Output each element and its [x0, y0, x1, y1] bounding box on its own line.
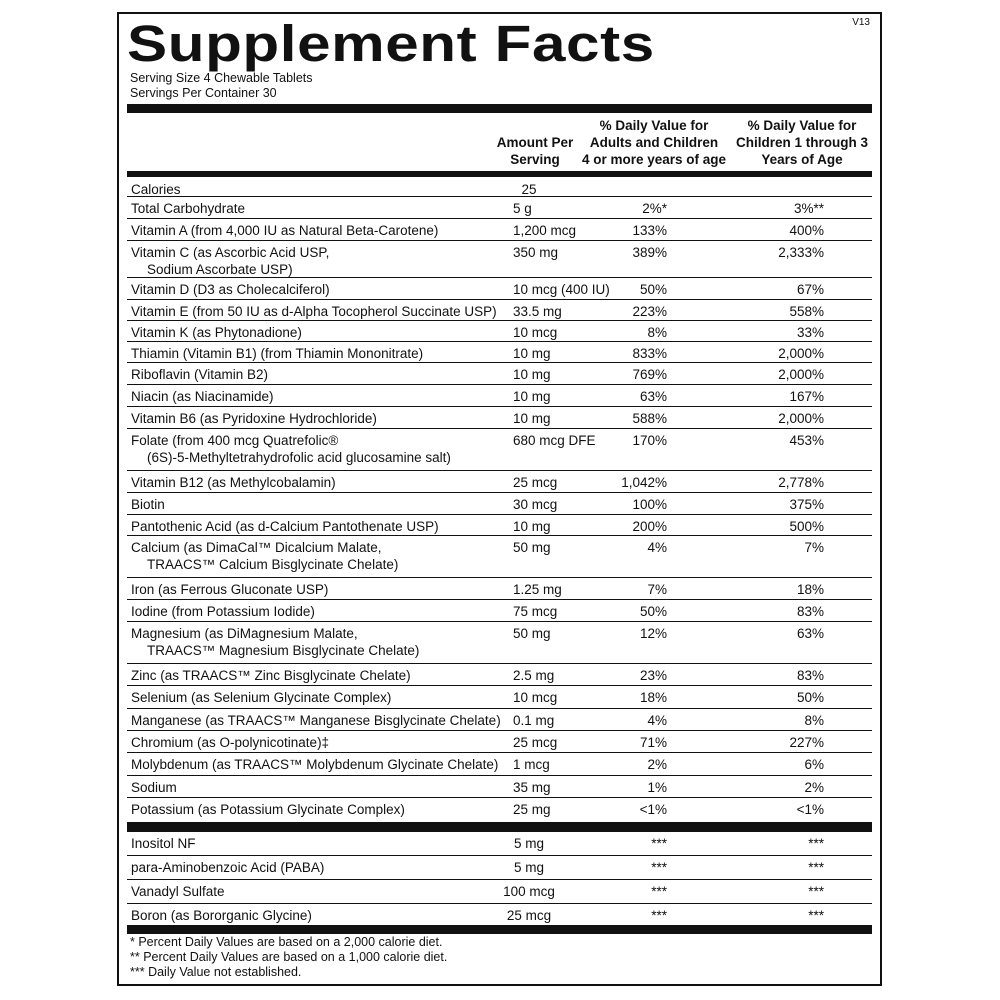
dv-children: 83%: [796, 668, 824, 683]
nutrient-name: Manganese (as TRAACS™ Manganese Bisglycinate Chelate): [131, 713, 501, 728]
dv-adults: 50%: [639, 604, 667, 619]
dv-children: 6%: [804, 757, 824, 772]
nutrient-name-continued: TRAACS™ Magnesium Bisglycinate Chelate): [147, 643, 420, 658]
dv-children: ***: [808, 860, 824, 875]
dv-adults: 2%*: [642, 201, 667, 216]
nutrient-name: Total Carbohydrate: [131, 201, 246, 216]
dv-adults: 8%: [647, 325, 667, 340]
dv-children: 67%: [796, 282, 824, 297]
dv-children: 167%: [789, 389, 824, 404]
dv-adults: 71%: [639, 735, 667, 750]
table-row: [127, 664, 872, 686]
dv-adults: ***: [651, 908, 667, 923]
dv-children: 33%: [796, 325, 824, 340]
amount-per-serving: 5 mg: [513, 836, 544, 851]
nutrient-name: Vitamin K (as Phytonadione): [131, 325, 302, 340]
dv-adults: 4%: [647, 713, 667, 728]
nutrient-name: Calcium (as DimaCal™ Dicalcium Malate,: [131, 540, 382, 555]
nutrient-name: Vitamin D (D3 as Cholecalciferol): [131, 282, 330, 297]
table-row: [127, 493, 872, 515]
table-row: [127, 342, 872, 363]
servings-per-container: Servings Per Container 30: [130, 86, 277, 100]
dv-adults: ***: [651, 860, 667, 875]
header-dv-adults-line: 4 or more years of age: [581, 152, 727, 167]
amount-per-serving: 5 g: [513, 201, 532, 216]
amount-per-serving: 25: [521, 182, 537, 197]
table-row: [127, 197, 872, 219]
amount-per-serving: 10 mcg: [513, 690, 558, 705]
dv-children: 2%: [804, 780, 824, 795]
dv-children: 83%: [796, 604, 824, 619]
dv-adults: ***: [651, 884, 667, 899]
amount-per-serving: 10 mcg (400 IU): [513, 282, 610, 297]
nutrient-name: Vanadyl Sulfate: [131, 884, 225, 899]
header-dv-children: [727, 117, 877, 168]
dv-adults: 1%: [647, 780, 667, 795]
amount-per-serving: 33.5 mg: [513, 304, 562, 319]
amount-per-serving: 10 mcg: [513, 325, 558, 340]
dv-children: 2,000%: [778, 367, 824, 382]
table-row: [127, 776, 872, 798]
amount-per-serving: 75 mcg: [513, 604, 558, 619]
table-row: [127, 321, 872, 342]
dv-adults: 23%: [639, 668, 667, 683]
nutrient-name: Selenium (as Selenium Glycinate Complex): [131, 690, 392, 705]
amount-per-serving: 100 mcg: [503, 884, 555, 899]
table-row: [127, 385, 872, 407]
nutrient-name: Iron (as Ferrous Gluconate USP): [131, 582, 329, 597]
header-amount-line: Serving: [510, 152, 560, 167]
amount-per-serving: 50 mg: [513, 540, 551, 555]
top-thick-rule: [127, 104, 872, 113]
table-row: [127, 429, 872, 471]
nutrient-name: para-Aminobenzoic Acid (PABA): [131, 860, 325, 875]
header-amount-line: Amount Per: [496, 135, 574, 150]
dv-adults: 133%: [632, 223, 667, 238]
nutrient-name: Folate (from 400 mcg Quatrefolic®: [131, 433, 339, 448]
nutrient-name: Iodine (from Potassium Iodide): [131, 604, 315, 619]
table-row: [127, 686, 872, 709]
nutrient-name: Vitamin B6 (as Pyridoxine Hydrochloride): [131, 411, 377, 426]
dv-adults: 50%: [639, 282, 667, 297]
nutrient-name: Chromium (as O-polynicotinate)‡: [131, 735, 330, 750]
nutrient-name: Vitamin C (as Ascorbic Acid USP,: [131, 245, 330, 260]
dv-adults: 833%: [632, 346, 667, 361]
amount-per-serving: 35 mg: [513, 780, 551, 795]
footnote: * Percent Daily Values are based on a 2,000 calorie diet.: [130, 935, 443, 949]
table-row: [127, 300, 872, 321]
table-row: [127, 880, 872, 904]
amount-per-serving: 2.5 mg: [513, 668, 555, 683]
dv-children: 18%: [796, 582, 824, 597]
dv-children: 453%: [789, 433, 824, 448]
nutrient-name: Boron (as Bororganic Glycine): [131, 908, 312, 923]
nutrient-name: Niacin (as Niacinamide): [131, 389, 274, 404]
dv-children: ***: [808, 884, 824, 899]
nutrient-name: Zinc (as TRAACS™ Zinc Bisglycinate Chelate): [131, 668, 411, 683]
footnote: ** Percent Daily Values are based on a 1,000 calorie diet.: [130, 950, 448, 964]
table-row: [127, 363, 872, 385]
dv-children: 558%: [789, 304, 824, 319]
amount-per-serving: 0.1 mg: [513, 713, 555, 728]
nutrient-name: Magnesium (as DiMagnesium Malate,: [131, 626, 358, 641]
dv-children: 2,778%: [778, 475, 824, 490]
header-dv-adults: [571, 117, 737, 168]
dv-adults: 1,042%: [621, 475, 667, 490]
dv-adults: <1%: [639, 802, 667, 817]
bottom-thick-rule: [127, 925, 872, 934]
dv-adults: 223%: [632, 304, 667, 319]
amount-per-serving: 680 mcg DFE: [513, 433, 596, 448]
dv-children: 63%: [796, 626, 824, 641]
table-row: [127, 622, 872, 664]
dv-children: 2,333%: [778, 245, 824, 260]
table-row: [127, 753, 872, 776]
amount-per-serving: 10 mg: [513, 346, 551, 361]
dv-children: 7%: [804, 540, 824, 555]
dv-children: ***: [808, 836, 824, 851]
amount-per-serving: 25 mcg: [513, 475, 558, 490]
version-code: V13: [852, 17, 870, 28]
table-row: [127, 178, 872, 197]
amount-per-serving: 1.25 mg: [513, 582, 562, 597]
header-dv-children-line: Years of Age: [761, 152, 843, 167]
table-row: [127, 219, 872, 241]
dv-children: 3%**: [793, 201, 824, 216]
header-dv-children-line: % Daily Value for: [747, 118, 857, 133]
table-row: [127, 798, 872, 820]
dv-adults: 12%: [639, 626, 667, 641]
table-row: [127, 600, 872, 622]
dv-adults: 7%: [647, 582, 667, 597]
dv-adults: 170%: [632, 433, 667, 448]
amount-per-serving: 25 mcg: [506, 908, 552, 923]
table-row: [127, 856, 872, 880]
nutrient-name: Vitamin B12 (as Methylcobalamin): [131, 475, 336, 490]
dv-children: 50%: [796, 690, 824, 705]
nutrient-name: Thiamin (Vitamin B1) (from Thiamin Mononitrate): [131, 346, 424, 361]
nutrient-name: Potassium (as Potassium Glycinate Complex): [131, 802, 405, 817]
dv-children: 227%: [789, 735, 824, 750]
dv-adults: 18%: [639, 690, 667, 705]
dv-children: 8%: [804, 713, 824, 728]
dv-children: 375%: [789, 497, 824, 512]
amount-per-serving: 10 mg: [513, 367, 551, 382]
table-row: [127, 832, 872, 856]
nutrient-name: Riboflavin (Vitamin B2): [131, 367, 269, 382]
nutrient-name-continued: TRAACS™ Calcium Bisglycinate Chelate): [147, 557, 399, 572]
footnote: *** Daily Value not established.: [130, 965, 302, 979]
table-row: [127, 536, 872, 578]
header-thick-rule: [127, 171, 872, 177]
amount-per-serving: 10 mg: [513, 519, 551, 534]
nutrient-name: Vitamin A (from 4,000 IU as Natural Beta-Carotene): [131, 223, 439, 238]
nutrient-name-continued: (6S)-5-Methyltetrahydrofolic acid glucosamine salt): [147, 450, 451, 465]
nutrient-name: Pantothenic Acid (as d-Calcium Pantothenate USP): [131, 519, 439, 534]
dv-adults: 588%: [632, 411, 667, 426]
dv-adults: 2%: [647, 757, 667, 772]
nutrient-name: Vitamin E (from 50 IU as d-Alpha Tocopherol Succinate USP): [131, 304, 497, 319]
dv-adults: 389%: [632, 245, 667, 260]
middle-thick-rule: [127, 822, 872, 832]
amount-per-serving: 1,200 mcg: [513, 223, 577, 238]
dv-adults: 4%: [647, 540, 667, 555]
amount-per-serving: 30 mcg: [513, 497, 558, 512]
table-row: [127, 515, 872, 536]
table-row: [127, 709, 872, 731]
amount-per-serving: 1 mcg: [513, 757, 550, 772]
dv-children: ***: [808, 908, 824, 923]
table-row: [127, 278, 872, 300]
dv-adults: 100%: [632, 497, 667, 512]
nutrient-name: Calories: [131, 182, 181, 197]
amount-per-serving: 25 mg: [513, 802, 551, 817]
label-title: Supplement Facts: [127, 15, 655, 72]
header-dv-children-line: Children 1 through 3: [735, 135, 868, 150]
nutrient-name-continued: Sodium Ascorbate USP): [147, 262, 293, 277]
nutrient-name: Molybdenum (as TRAACS™ Molybdenum Glycinate Chelate): [131, 757, 499, 772]
table-row: [127, 241, 872, 278]
table-row: [127, 471, 872, 493]
dv-adults: ***: [651, 836, 667, 851]
dv-children: <1%: [796, 802, 824, 817]
table-row: [127, 578, 872, 600]
dv-adults: 769%: [632, 367, 667, 382]
dv-children: 500%: [789, 519, 824, 534]
supplement-facts-panel: [117, 12, 882, 986]
dv-children: 400%: [789, 223, 824, 238]
amount-per-serving: 50 mg: [513, 626, 551, 641]
dv-adults: 63%: [639, 389, 667, 404]
amount-per-serving: 10 mg: [513, 389, 551, 404]
dv-children: 2,000%: [778, 346, 824, 361]
nutrient-name: Biotin: [131, 497, 165, 512]
table-row: [127, 731, 872, 753]
header-dv-adults-line: % Daily Value for: [599, 118, 709, 133]
amount-per-serving: 5 mg: [513, 860, 544, 875]
dv-children: 2,000%: [778, 411, 824, 426]
serving-size: Serving Size 4 Chewable Tablets: [130, 71, 313, 85]
table-row: [127, 407, 872, 429]
amount-per-serving: 25 mcg: [513, 735, 558, 750]
nutrient-name: Inositol NF: [131, 836, 196, 851]
nutrient-name: Sodium: [131, 780, 177, 795]
amount-per-serving: 350 mg: [513, 245, 559, 260]
amount-per-serving: 10 mg: [513, 411, 551, 426]
header-dv-adults-line: Adults and Children: [589, 135, 719, 150]
dv-adults: 200%: [632, 519, 667, 534]
